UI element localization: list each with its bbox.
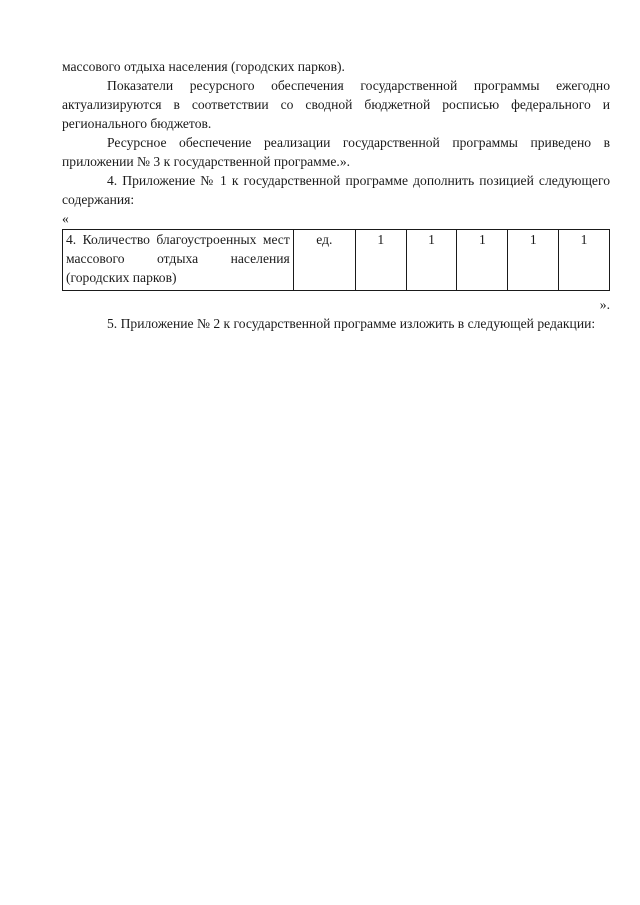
opening-quote: « — [62, 211, 69, 226]
paragraph-resource-provision: Ресурсное обеспечение реализации государственной программы приведено в приложении № 3 к государственной программе.». — [62, 135, 610, 169]
value-cell-1: 1 — [355, 230, 406, 291]
value-cell-3: 1 — [457, 230, 508, 291]
value-cell-5: 1 — [559, 230, 610, 291]
indicator-name-cell: 4. Количество благоустроенных мест массового отдыха населения (городских парков) — [63, 230, 294, 291]
paragraph-item-4: 4. Приложение № 1 к государственной программе дополнить позицией следующего содержания: — [62, 173, 610, 207]
value-cell-4: 1 — [508, 230, 559, 291]
paragraph-indicators: Показатели ресурсного обеспечения государственной программы ежегодно актуализируются в соответствии со сводной бюджетной росписью федерального и регионального бюджетов. — [62, 78, 610, 131]
document-page — [62, 57, 610, 333]
paragraph-continuation: массового отдыха населения (городских парков). — [62, 59, 345, 74]
table-row — [63, 230, 610, 291]
indicator-table — [62, 229, 610, 291]
paragraph-item-5: 5. Приложение № 2 к государственной программе изложить в следующей редакции: — [107, 316, 596, 331]
closing-quote: ». — [599, 297, 610, 312]
unit-cell: ед. — [293, 230, 355, 291]
value-cell-2: 1 — [406, 230, 457, 291]
